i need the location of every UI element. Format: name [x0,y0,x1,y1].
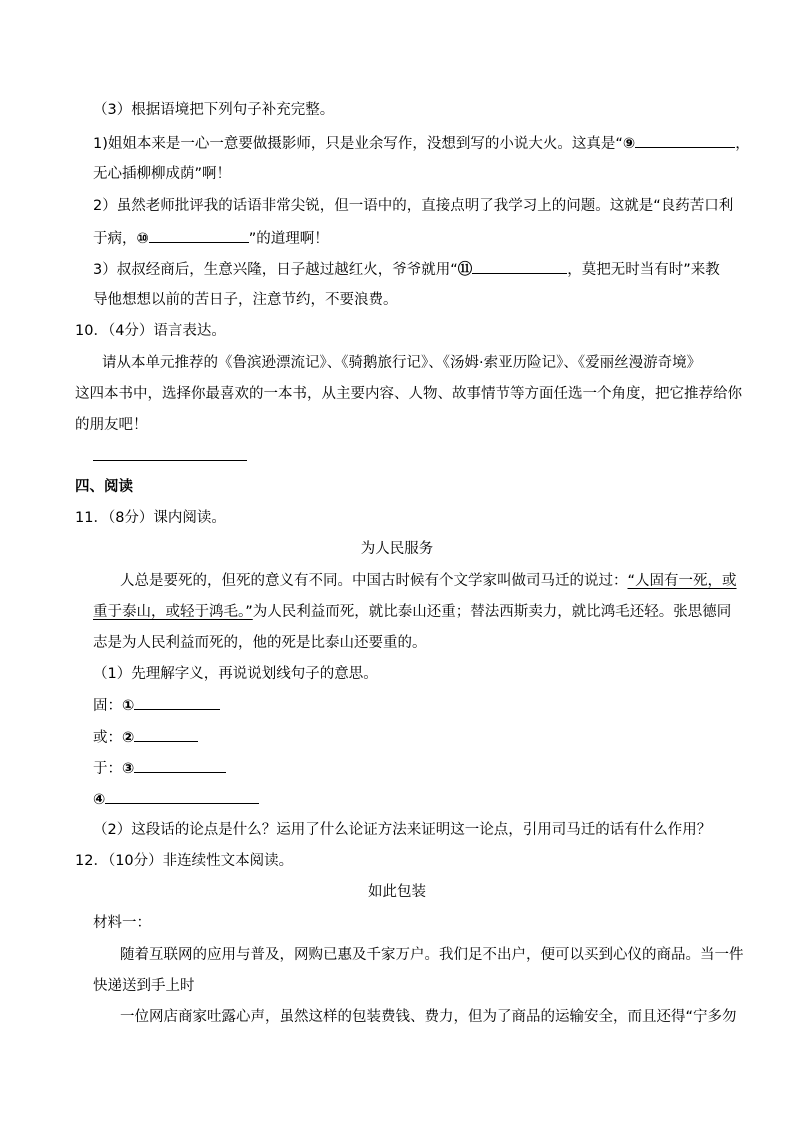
blank-4[interactable] [105,789,259,804]
blank-3[interactable] [134,758,226,773]
q12-passage-line-2: 快递送到手上时 [93,978,195,994]
q10-answer-line[interactable] [93,460,247,461]
section-4-heading: 四、阅读 [75,479,133,495]
q11-passage-line-1: 人总是要死的，但死的意义有不同。中国古时候有个文学家叫做司马迁的说过：“人固有一死，或 [120,573,737,589]
q10-heading: 10．（4分）语言表达。 [75,323,226,339]
q11-subquestion-1: （1）先理解字义，再说说划线句子的意思。 [93,666,378,682]
q9-3-sentence-3: 3）叔叔经商后，生意兴隆，日子越过越红火，爷爷就用“⑪ ，莫把无时当有时”来教 [93,259,720,280]
q9-3-sentence-2-cont: 于病，⑩ ”的道理啊！ [93,228,329,249]
q9-3-sentence-2: 2）虽然老师批评我的话语非常尖锐，但一语中的，直接点明了我学习上的问题。这就是“良药苦口利 [93,198,734,214]
q9-3-heading: （3）根据语境把下列句子补充完整。 [93,102,335,118]
q12-passage-line-1: 随着互联网的应用与普及，网购已惠及千家万户。我们足不出户，便可以买到心仪的商品。当一件 [120,947,744,963]
underlined-quote-part-1: “人固有一死，或 [627,573,737,589]
blank-11[interactable] [472,259,567,274]
q10-prompt-line-2: 这四本书中，选择你最喜欢的一本书，从主要内容、人物、故事情节等方面任选一个角度，把它推荐给你 [75,386,742,402]
blank-10[interactable] [149,228,249,243]
q12-passage-title: 如此包装 [368,884,426,900]
q11-item-huo: 或：② [93,727,198,748]
q11-item-gu: 固：① [93,695,220,716]
q11-subquestion-2: （2）这段话的论点是什么？运用了什么论证方法来证明这一论点，引用司马迁的话有什么作用？ [93,822,712,838]
q10-prompt-line-3: 的朋友吧！ [75,417,148,433]
q11-heading: 11．（8分）课内阅读。 [75,510,226,526]
q11-passage-title: 为人民服务 [360,541,434,557]
circled-9: ⑨ [622,136,636,152]
q10-prompt-line-1: 请从本单元推荐的《鲁滨逊漂流记》、《骑鹅旅行记》、《汤姆·索亚历险记》、《爱丽丝漫游奇境》 [102,355,702,371]
q11-item-4: ④ [93,789,259,810]
q11-passage-line-3: 志是为人民利益而死的，他的死是比泰山还要重的。 [93,635,427,651]
q9-3-sentence-3-cont: 导他想想以前的苦日子，注意节约，不要浪费。 [93,292,398,308]
q11-passage-line-2: 重于泰山，或轻于鸿毛。”为人民利益而死，就比泰山还重；替法西斯卖力，就比鸿毛还轻。张思德同 [93,604,732,620]
blank-1[interactable] [134,695,220,710]
underlined-quote-part-2: 重于泰山，或轻于鸿毛。” [93,604,253,620]
q9-3-sentence-1: 1)姐姐本来是一心一意要做摄影师，只是业余写作，没想到写的小说大火。这真是“⑨ ， [93,133,750,154]
circled-10: ⑩ [136,231,149,247]
q9-3-sentence-1-cont: 无心插柳柳成荫”啊！ [93,166,232,182]
q12-heading: 12．（10分）非连续性文本阅读。 [75,853,294,869]
circled-11: ⑪ [457,262,473,278]
q11-item-yu: 于：③ [93,758,226,779]
blank-2[interactable] [134,727,198,742]
blank-9[interactable] [635,133,735,148]
q12-passage-line-3: 一位网店商家吐露心声，虽然这样的包装费钱、费力，但为了商品的运输安全，而且还得“宁多勿 [120,1009,737,1025]
q12-material-label: 材料一： [93,915,151,931]
